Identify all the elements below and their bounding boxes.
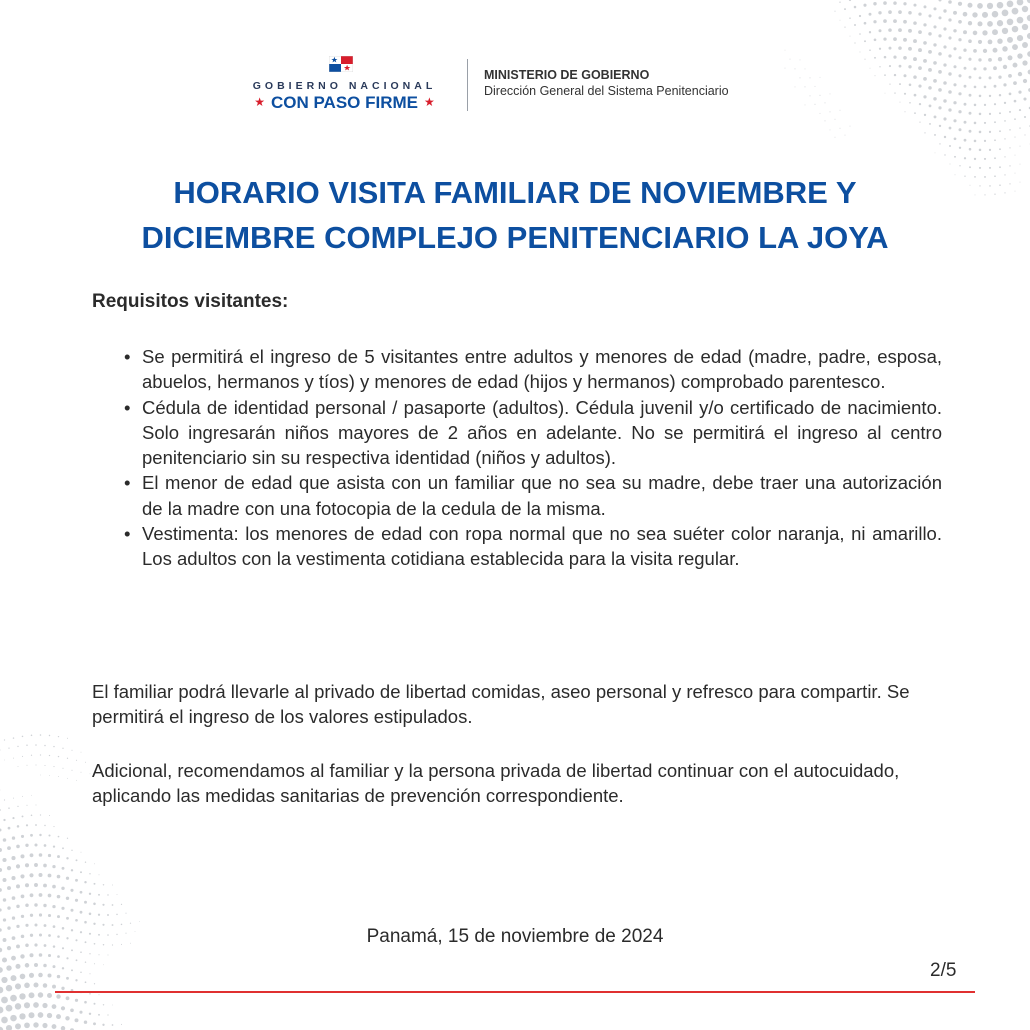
document-date: Panamá, 15 de noviembre de 2024 (366, 926, 664, 947)
paragraph-food: El familiar podrá llevarle al privado de libertad comidas, aseo personal y refresco para compartir. Se permitirá el ingreso de los valores estipulados. (92, 681, 910, 728)
title-line-2: DICIEMBRE COMPLEJO PENITENCIARIO LA JOYA (141, 220, 889, 255)
header (0, 56, 1030, 116)
paragraph-selfcare: Adicional, recomendamos al familiar y la persona privada de libertad continuar con el autocuidado, aplicando las medidas sanitarias de prevención correspondiente. (92, 760, 900, 807)
gov-bottom-text (232, 93, 457, 113)
list-item-text: Vestimenta: los menores de edad con ropa normal que no sea suéter color naranja, ni amarillo. Los adultos con la vestimenta cotidiana establecida para la visita regular. (142, 523, 942, 570)
requirements-list (122, 344, 942, 572)
list-item (122, 521, 942, 572)
footer-rule (55, 991, 975, 993)
government-logo (232, 56, 457, 116)
list-item (122, 470, 942, 521)
star-icon: ★ (424, 95, 435, 109)
list-item-text: Cédula de identidad personal / pasaporte (adultos). Cédula juvenil y/o certificado de nacimiento. Solo ingresarán niños mayores de 2 años en adelante. No se permitirá el ingreso al centro penitenciario sin su respectiva identidad (niños y adultos). (142, 396, 942, 469)
star-icon: ★ (254, 95, 265, 109)
panama-flag-icon (329, 56, 353, 72)
gov-slogan: CON PASO FIRME (270, 93, 419, 112)
ministry-block (484, 68, 729, 98)
page-title (60, 170, 970, 260)
bullet: • (124, 346, 131, 367)
list-item (122, 344, 942, 395)
list-item (122, 395, 942, 471)
title-line-1: HORARIO VISITA FAMILIAR DE NOVIEMBRE Y (173, 175, 857, 210)
list-item-text: Se permitirá el ingreso de 5 visitantes entre adultos y menores de edad (madre, padre, esposa, abuelos, hermanos y tíos) y menores de edad (hijos y hermanos) comprobado parentesco. (142, 346, 942, 393)
requirements-heading: Requisitos visitantes: (92, 291, 289, 312)
gov-top-text: GOBIERNO NACIONAL (252, 80, 437, 92)
bullet: • (124, 396, 131, 418)
ministry-name: MINISTERIO DE GOBIERNO (484, 68, 650, 82)
page-number: 2/5 (930, 960, 957, 981)
ministry-subtitle: Dirección General del Sistema Penitenciario (484, 84, 729, 98)
bullet: • (124, 472, 131, 494)
header-divider (467, 59, 468, 111)
bullet: • (124, 523, 131, 545)
list-item-text: El menor de edad que asista con un familiar que no sea su madre, debe traer una autorización de la madre con una fotocopia de la cedula de la misma. (142, 472, 942, 519)
